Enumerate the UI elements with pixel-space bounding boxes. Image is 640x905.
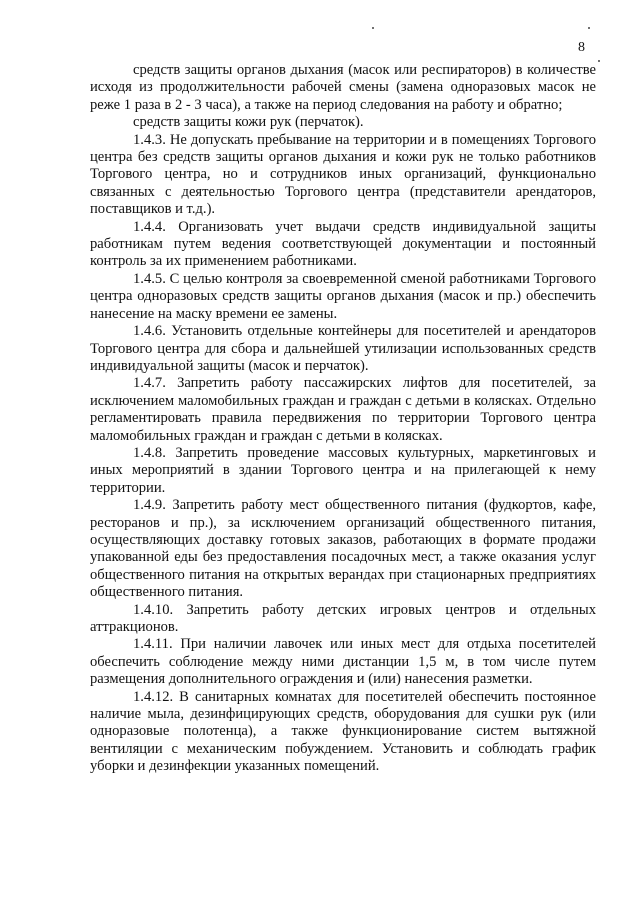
paragraph-1-4-3: 1.4.3. Не допускать пребывание на территории и в помещениях Торгового центра без средств защиты органов дыхания и кожи рук не только работников Торгового центра, но и сотрудников иных организаций, функционально связанных с деятельностью Торгового центра (представители арендаторов, поставщиков и т.д.). [90,131,596,218]
paragraph-1-4-6: 1.4.6. Установить отдельные контейнеры для посетителей и арендаторов Торгового центра для сбора и дальнейшей утилизации использованных средств индивидуальной защиты (масок и перчаток). [90,323,596,374]
paragraph-1-4-12: 1.4.12. В санитарных комнатах для посетителей обеспечить постоянное наличие мыла, дезинфицирующих средств, оборудования для сушки рук (или одноразовые полотенца), а также функционирование систем вытяжной вентиляции с механическим побуждением. Установить и соблюдать график уборки и дезинфекции указанных помещений. [90,688,596,775]
paragraph-1-4-10: 1.4.10. Запретить работу детских игровых центров и отдельных аттракционов. [90,601,596,635]
scan-speck [372,27,374,29]
paragraph-1-4-4: 1.4.4. Организовать учет выдачи средств индивидуальной защиты работникам путем ведения соответствующей документации и постоянный контроль за их применением работниками. [90,218,596,270]
paragraph-1-4-5: 1.4.5. С целью контроля за своевременной сменой работниками Торгового центра одноразовых средств защиты органов дыхания (масок и пр.) обеспечить нанесение на маску времени ее замены. [90,270,596,322]
paragraph-1-4-7: 1.4.7. Запретить работу пассажирских лифтов для посетителей, за исключением маломобильных граждан и граждан с детьми в колясках. Отдельно регламентировать правила передвижения по территории Торгового центра маломобильных граждан и граждан с детьми в колясках. [90,375,596,444]
paragraph-respirators: средств защиты органов дыхания (масок или респираторов) в количестве исходя из продолжительности рабочей смены (замена одноразовых масок не реже 1 раза в 2 - 3 часа), а также на период следования на работу и обратно; [90,62,596,113]
paragraph-gloves: средств защиты кожи рук (перчаток). [133,114,364,131]
document-body [90,62,596,776]
paragraph-1-4-11: 1.4.11. При наличии лавочек или иных мест для отдыха посетителей обеспечить соблюдение между ними дистанции 1,5 м, в том числе путем размещения дополнительного ограждения и (или) нанесения разметки. [90,636,596,688]
scan-speck [598,60,600,62]
page-number: 8 [578,40,585,55]
scan-speck [588,27,590,29]
paragraph-1-4-9: 1.4.9. Запретить работу мест общественного питания (фудкортов, кафе, ресторанов и пр.), за исключением организаций общественного питания, осуществляющих доставку готовых заказов, работающих в формате продажи упакованной еды без предоставления посадочных мест, а также оказания услуг общественного питания на открытых верандах при стационарных предприятиях общественного питания. [90,497,596,601]
paragraph-1-4-8: 1.4.8. Запретить проведение массовых культурных, маркетинговых и иных мероприятий в здании Торгового центра и на прилегающей к нему территории. [90,444,596,496]
